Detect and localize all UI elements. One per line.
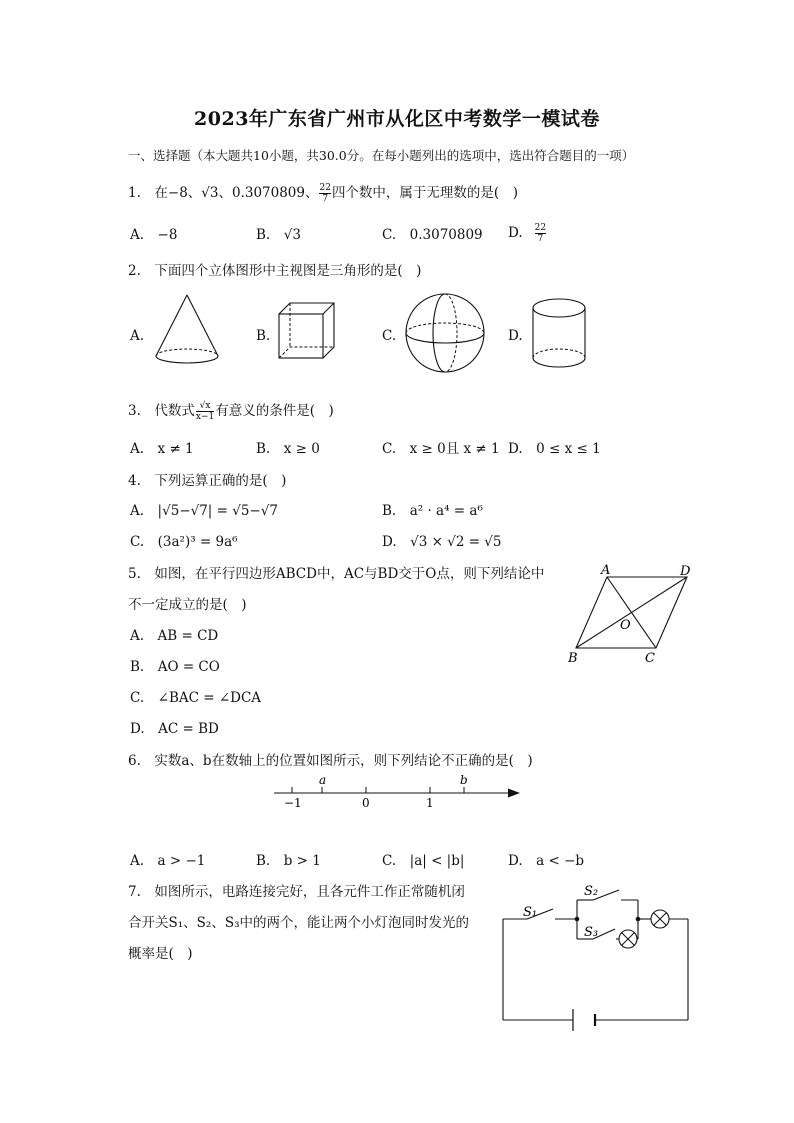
q3-option-a: A. x ≠ 1	[130, 441, 194, 457]
axis-label-b: b	[460, 773, 468, 787]
q1-fraction	[319, 183, 330, 204]
q3-option-b: B. x ≥ 0	[256, 441, 320, 457]
q4-option-d: D. √3 × √2 = √5	[382, 534, 502, 550]
label-A: A	[601, 563, 611, 578]
q3-frac-num: √x	[196, 401, 214, 412]
q6-option-a: A. a > −1	[130, 853, 206, 869]
label-s1: S₁	[523, 905, 538, 920]
q3-option-c: C. x ≥ 0且 x ≠ 1	[382, 441, 500, 457]
sphere-figure	[402, 292, 488, 374]
page-title: 2023年广东省广州市从化区中考数学一模试卷	[194, 108, 600, 130]
question-5-line-2: 不一定成立的是( )	[128, 597, 247, 613]
q5-option-a: A. AB = CD	[130, 628, 219, 644]
label-D: D	[680, 564, 691, 579]
cone-figure	[150, 292, 220, 372]
q2-label-a: A.	[130, 328, 145, 344]
q3-option-d: D. 0 ≤ x ≤ 1	[508, 441, 601, 457]
question-4: 4. 下列运算正确的是( )	[128, 473, 287, 489]
tick-0: 0	[362, 796, 370, 810]
question-2: 2. 下面四个立体图形中主视图是三角形的是( )	[128, 263, 422, 279]
tick-neg1: −1	[284, 796, 302, 810]
question-3	[128, 399, 334, 422]
q3-fraction	[196, 401, 214, 422]
question-6: 6. 实数a、b在数轴上的位置如图所示，则下列结论不正确的是( )	[128, 753, 533, 769]
q4-option-a: A. |√5−√7| = √5−√7	[130, 503, 278, 519]
q1-option-d-label: D.	[508, 225, 523, 241]
q3-frac-den: x−1	[195, 412, 215, 422]
q5-option-b: B. AO = CO	[130, 659, 220, 675]
q1-frac-num: 22	[319, 183, 331, 193]
q3-stem-a: 3. 代数式	[128, 403, 195, 419]
label-O: O	[620, 618, 631, 633]
q1-option-b: B. √3	[256, 227, 301, 243]
cylinder-figure	[530, 296, 588, 374]
label-s2: S₂	[584, 884, 599, 899]
q1-option-d	[508, 223, 546, 244]
label-C: C	[645, 651, 655, 666]
section-heading: 一、选择题（本大题共10小题，共30.0分。在每小题列出的选项中，选出符合题目的一项）	[128, 148, 635, 163]
q1-option-a: A. −8	[130, 227, 178, 243]
label-B: B	[568, 651, 578, 666]
q6-option-b: B. b > 1	[256, 853, 321, 869]
q1-stem-a: 1. 在−8、√3、0.3070809、	[128, 185, 319, 201]
q2-label-c: C.	[382, 328, 397, 344]
question-7-line-1: 7. 如图所示，电路连接完好，且各元件工作正常随机闭	[128, 884, 465, 900]
q2-label-d: D.	[508, 328, 523, 344]
question-7-line-3: 概率是( )	[128, 946, 193, 962]
axis-label-a: a	[319, 773, 327, 787]
question-5-line-1: 5. 如图，在平行四边形ABCD中，AC与BD交于O点，则下列结论中	[128, 566, 545, 582]
q5-option-c: C. ∠BAC = ∠DCA	[130, 690, 262, 706]
q1-d-den: 7	[537, 234, 544, 244]
q6-option-c: C. |a| < |b|	[382, 853, 465, 869]
q1-stem-b: 四个数中，属于无理数的是( )	[331, 185, 518, 201]
q1-frac-den: 7	[322, 194, 329, 204]
q1-option-c: C. 0.3070809	[382, 227, 483, 243]
circuit-figure	[495, 876, 695, 1034]
q1-option-d-fraction	[535, 223, 546, 244]
q6-option-d: D. a < −b	[508, 853, 585, 869]
q4-option-c: C. (3a²)³ = 9a⁶	[130, 534, 238, 550]
question-7-line-2: 合开关S₁、S₂、S₃中的两个，能让两个小灯泡同时发光的	[128, 915, 469, 931]
q2-label-b: B.	[256, 328, 271, 344]
q4-option-b: B. a² · a⁴ = a⁶	[382, 503, 483, 519]
question-1	[128, 181, 518, 204]
parallelogram-figure	[560, 560, 700, 668]
number-line-figure	[268, 770, 528, 810]
label-s3: S₃	[584, 925, 599, 940]
tick-1: 1	[426, 796, 434, 810]
q1-d-num: 22	[534, 223, 547, 233]
q3-stem-b: 有意义的条件是( )	[215, 403, 334, 419]
q5-option-d: D. AC = BD	[130, 721, 219, 737]
cube-figure	[276, 300, 338, 362]
